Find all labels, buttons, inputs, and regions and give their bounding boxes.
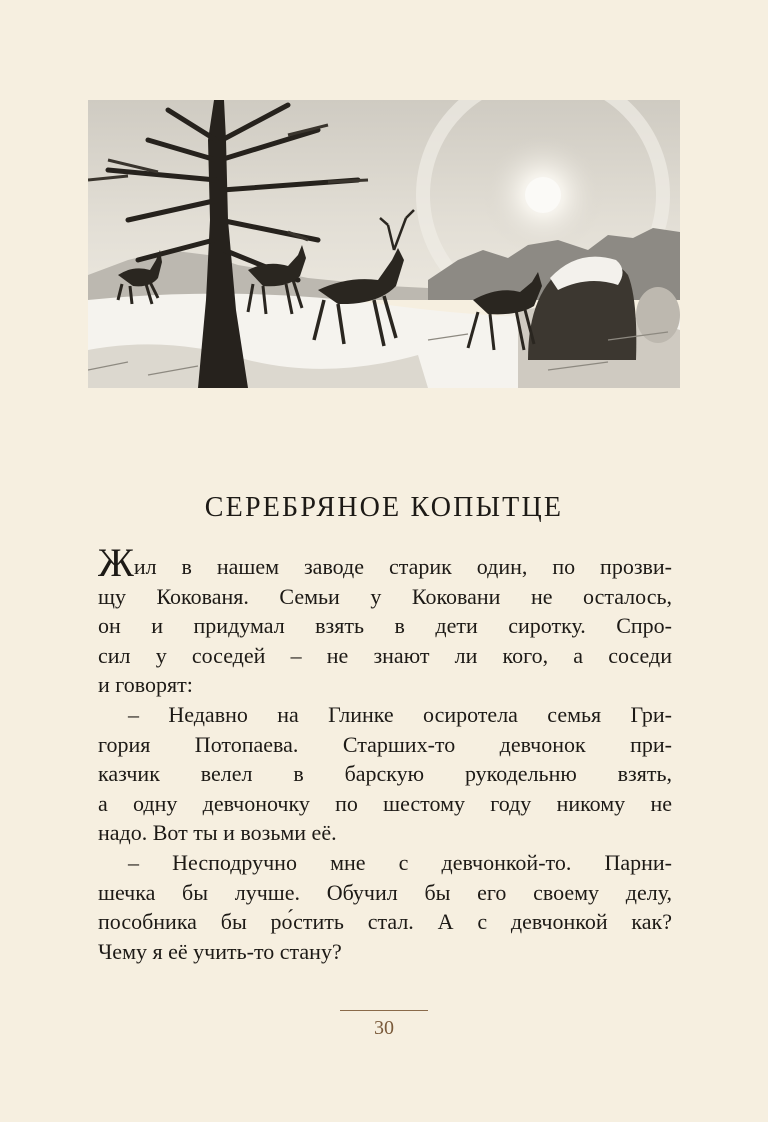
text-line: казчик велел в барскую рукодельню взять, [98, 761, 672, 787]
text-line: – Несподручно мне с девчонкой-то. Парни- [128, 849, 672, 875]
text-line: Чему я её учить-то стану? [98, 938, 342, 964]
text-line: – Недавно на Глинке осиротела семья Гри- [128, 701, 672, 727]
page-number: 30 [374, 1017, 394, 1039]
story-title: СЕРЕБРЯНОЕ КОПЫТЦЕ [204, 492, 564, 523]
text-line: а одну девчоночку по шестому году никому не [98, 790, 672, 816]
illustration-drawing [88, 100, 680, 388]
text-line: и говорят: [98, 672, 193, 698]
text-line-content: ил в нашем заводе старик один, по прозви- [133, 554, 672, 579]
drop-cap: Ж [98, 540, 134, 585]
page-number-divider [340, 1010, 428, 1011]
text-line: надо. Вот ты и возьми её. [98, 820, 337, 846]
text-line [98, 540, 672, 585]
text-line: шечка бы лучше. Обучил бы его своему делу, [98, 879, 672, 905]
text-line: гория Потопаева. Старших-то девчонок при- [98, 731, 672, 757]
text-line: щу Кокованя. Семьи у Коковани не осталось, [98, 583, 672, 609]
story-text [98, 540, 672, 966]
text-line: он и придумал взять в дети сиротку. Спро- [98, 613, 672, 639]
winter-deer-illustration [88, 100, 680, 388]
text-line: пособника бы ро́стить стал. А с девчонкой как? [98, 909, 672, 935]
text-line: сил у соседей – не знают ли кого, а соседи [98, 642, 672, 668]
